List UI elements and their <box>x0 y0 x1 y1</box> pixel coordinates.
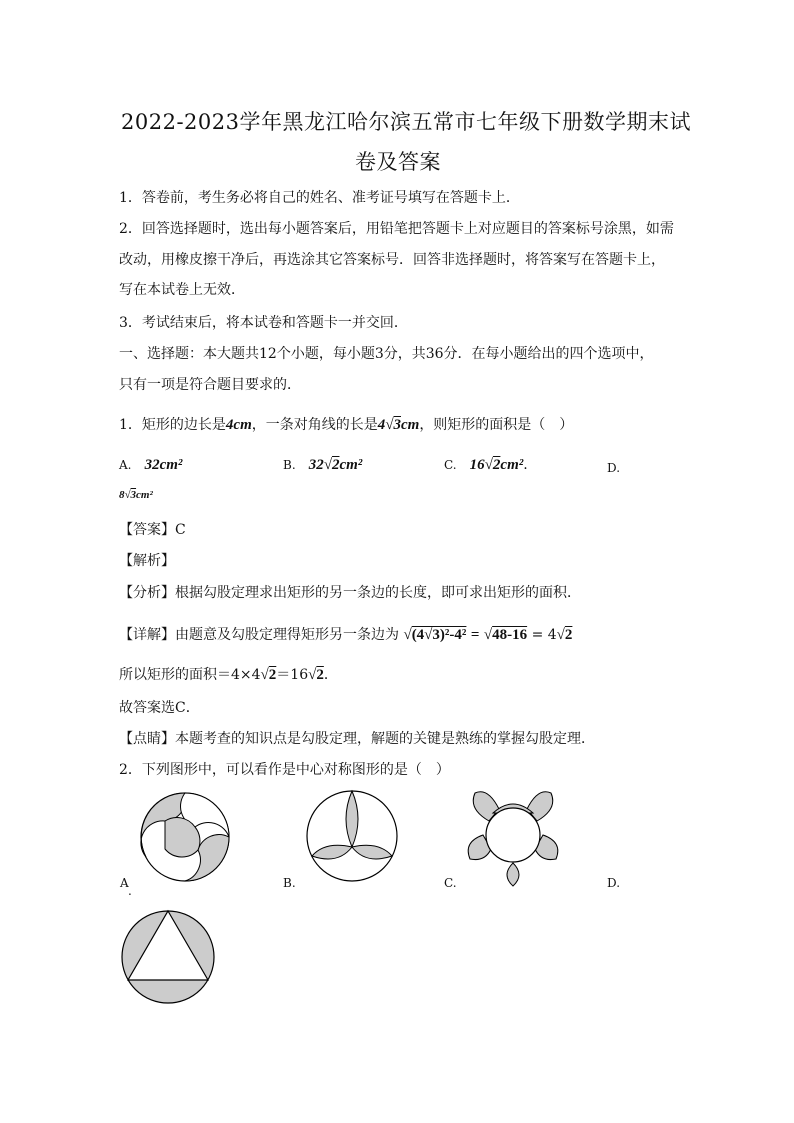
q1-option-a: A. 32cm² <box>119 457 183 473</box>
page-title-line2: 卷及答案 <box>355 150 441 174</box>
instruction-2a: 2．回答选择题时，选出每小题答案后，用铅笔把答题卡上对应题目的答案标号涂黑，如需 <box>119 221 674 237</box>
q2-label-a-dot: . <box>128 884 132 898</box>
q2-label-a: A <box>120 876 129 890</box>
q1-option-c: C. 16√2cm². <box>444 457 528 473</box>
instruction-3: 3．考试结束后，将本试卷和答题卡一并交回． <box>119 315 408 331</box>
q2-label-d: D. <box>607 876 621 890</box>
q2-figure-b <box>305 789 399 883</box>
q2-figure-c <box>463 787 563 887</box>
q1-xiangjie: 【详解】由题意及勾股定理得矩形另一条边为 √(4√3)²-4² = √48-16 = 4√2 <box>119 627 573 643</box>
section-heading-2: 只有一项是符合题目要求的． <box>119 377 301 393</box>
section-heading: 一、选择题：本大题共12个小题，每小题3分，共36分．在每小题给出的四个选项中， <box>119 346 654 362</box>
q1-stem: 1．矩形的边长是4cm，一条对角线的长是4√3cm，则矩形的面积是（ ） <box>119 417 574 433</box>
q1-option-b: B. 32√2cm² <box>283 457 363 473</box>
instruction-1: 1．答卷前，考生务必将自己的姓名、准考证号填写在答题卡上． <box>119 190 520 206</box>
q1-dianjing: 【点睛】本题考查的知识点是勾股定理，解题的关键是熟练的掌握勾股定理． <box>119 731 595 747</box>
q1-area: 所以矩形的面积＝4×4√2＝16√2． <box>119 667 338 683</box>
instruction-2c: 写在本试卷上无效． <box>119 282 245 298</box>
q2-label-c: C. <box>444 876 457 890</box>
q1-fenxi: 【分析】根据勾股定理求出矩形的另一条边的长度，即可求出矩形的面积． <box>119 585 581 601</box>
q2-label-b: B. <box>283 876 296 890</box>
q1-option-d-value: 8√3cm² <box>119 489 153 501</box>
instruction-2b: 改动，用橡皮擦干净后，再选涂其它答案标号．回答非选择题时，将答案写在答题卡上， <box>119 252 665 268</box>
q2-figure-a <box>135 791 235 883</box>
q2-stem: 2．下列图形中，可以看作是中心对称图形的是（ ） <box>119 762 450 778</box>
q1-conclusion: 故答案选C． <box>119 700 200 716</box>
q1-analysis-heading: 【解析】 <box>119 553 175 569</box>
page-title: 2022-2023学年黑龙江哈尔滨五常市七年级下册数学期末试 <box>121 110 691 134</box>
q2-figure-d <box>121 909 215 1005</box>
q1-answer: 【答案】C <box>119 522 186 538</box>
q1-option-d-label: D. <box>607 461 621 475</box>
